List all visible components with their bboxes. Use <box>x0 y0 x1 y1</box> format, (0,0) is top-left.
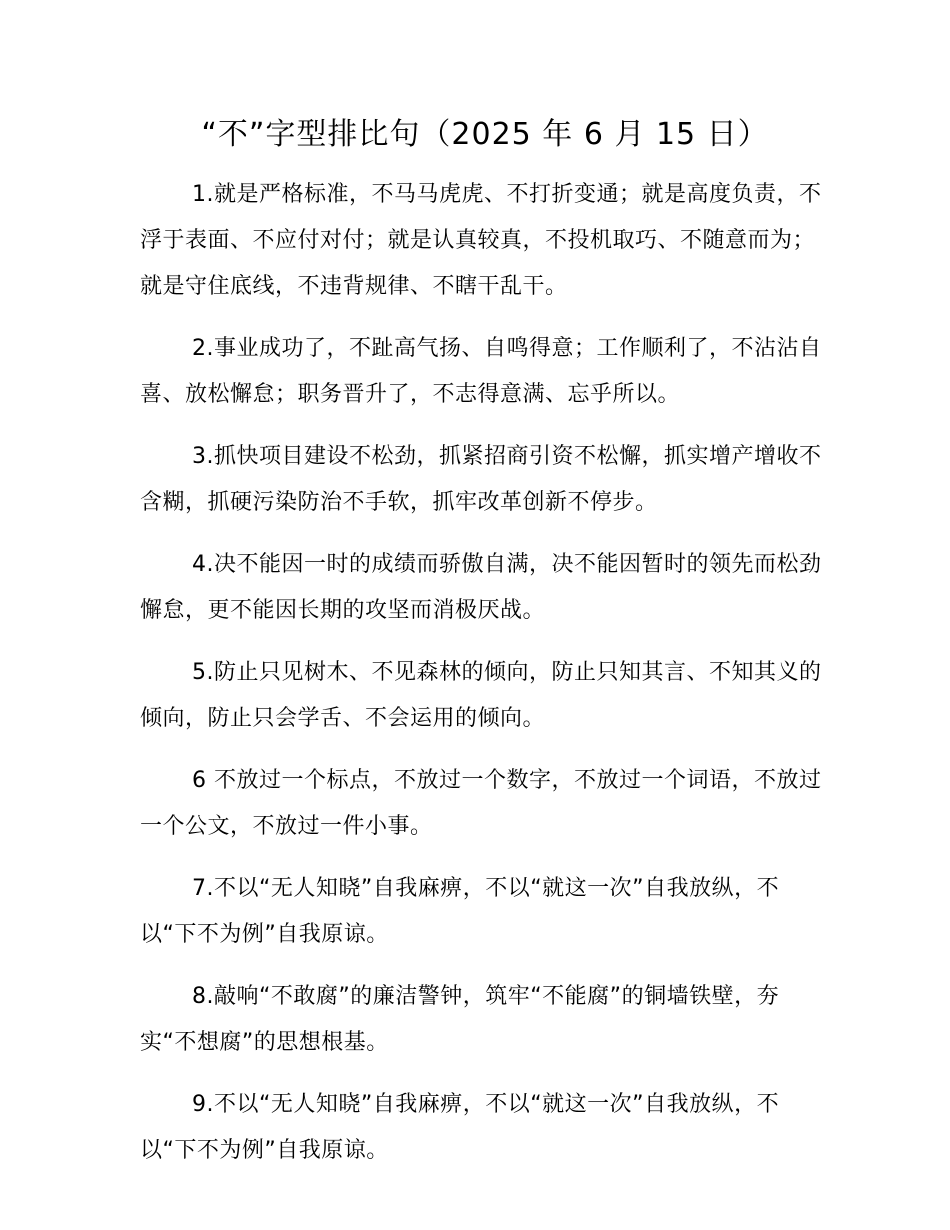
paragraph-2: 2.事业成功了，不趾高气扬、自鸣得意；工作顺利了，不沾沾自喜、放松懈怠；职务晋升了，不志得意满、忘乎所以。 <box>140 336 822 407</box>
paragraph-3: 3.抓快项目建设不松劲，抓紧招商引资不松懈，抓实增产增收不含糊，抓硬污染防治不手软，抓牢改革创新不停步。 <box>140 444 822 515</box>
paragraph-1: 1.就是严格标准，不马马虎虎、不打折变通；就是高度负责，不浮于表面、不应付对付；就是认真较真，不投机取巧、不随意而为；就是守住底线，不违背规律、不瞎干乱干。 <box>140 182 822 299</box>
paragraph-5: 5.防止只见树木、不见森林的倾向，防止只知其言、不知其义的倾向，防止只会学舌、不会运用的倾向。 <box>140 660 822 731</box>
document-title: “不”字型排比句（2025 年 6 月 15 日） <box>201 117 769 152</box>
paragraph-7: 7.不以“无人知晓”自我麻痹，不以“就这一次”自我放纵，不以“下不为例”自我原谅。 <box>140 876 780 947</box>
paragraph-4: 4.决不能因一时的成绩而骄傲自满，决不能因暂时的领先而松劲懈怠，更不能因长期的攻坚而消极厌战。 <box>140 552 822 623</box>
paragraph-8: 8.敲响“不敢腐”的廉洁警钟，筑牢“不能腐”的铜墙铁壁，夯实“不想腐”的思想根基。 <box>140 984 780 1055</box>
paragraph-9: 9.不以“无人知晓”自我麻痹，不以“就这一次”自我放纵，不以“下不为例”自我原谅。 <box>140 1092 780 1163</box>
paragraph-6: 6 不放过一个标点，不放过一个数字，不放过一个词语，不放过一个公文，不放过一件小事。 <box>140 768 822 839</box>
document-body <box>140 172 830 1190</box>
